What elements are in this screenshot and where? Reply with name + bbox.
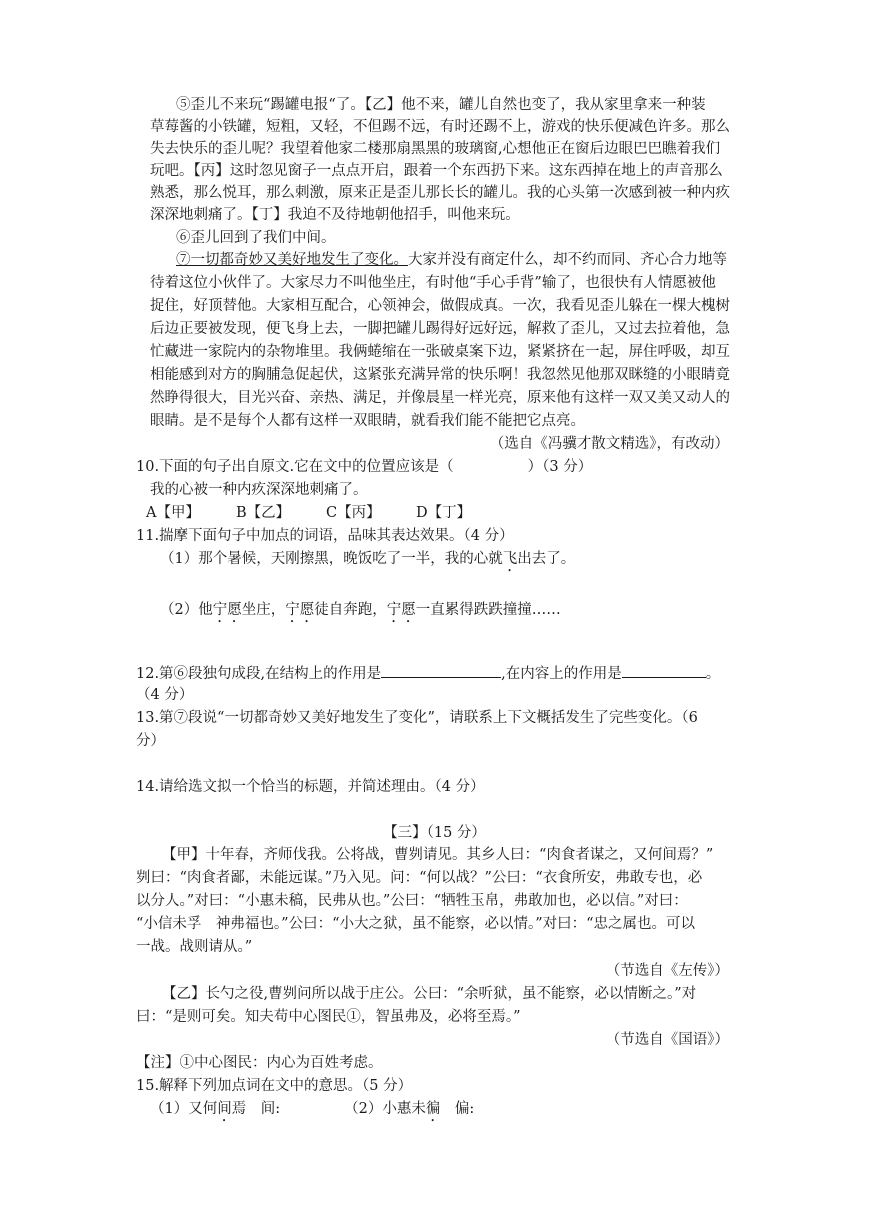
- q11-item2-text: （2）他: [160, 602, 213, 618]
- para5-line2: 草莓酱的小铁罐，短粗，又轻，不但踢不远，有时还踢不上，游戏的快乐便减色许多。那么: [150, 119, 730, 135]
- q11-item2-text: 徒自奔跑，: [314, 602, 387, 618]
- para7-line8: 眼睛。是不是每个人都有这样一双眼睛，就看我们能不能把它点亮。: [150, 413, 585, 429]
- q10-score: ）（3 分）: [527, 459, 593, 475]
- q11-item2-dotted-word: 宁愿: [212, 602, 242, 618]
- source-citation: （选自《冯骥才散文精选》，有改动）: [489, 436, 729, 452]
- q11-item1-dotted-word: 飞: [502, 551, 518, 567]
- jia-line2: 刿曰：“肉食者鄙，未能远谋。”乃入见。问：“何以战？”公曰：“衣食所安，弗敢专也，必: [136, 870, 703, 886]
- q11-item1-text: （1）那个暑候，天刚擦黑，晚饭吃了一半，我的心就: [160, 551, 503, 567]
- para7-line1-rest: 大家并没有商定什么，却不约而同、齐心合力地等: [408, 252, 727, 268]
- jia-line1: 【甲】十年春，齐师伐我。公将战，曹刿请见。其乡人曰：“肉食者谋之，又何间焉？”: [162, 847, 714, 863]
- para7-line6: 相能感到对方的胸脯急促起伏，这紧张充满异常的快乐啊！我忽然见他那双眯缝的小眼睛竟: [150, 367, 730, 383]
- q12-period: 。: [705, 666, 721, 682]
- para5-line3: 失去快乐的歪儿呢？我望着他家二楼那扇黑黑的玻璃窗,心想他正在窗后边眼巴巴瞧着我们: [150, 141, 721, 157]
- para7-line1: [176, 250, 727, 271]
- yi-source: （节选自《国语》）: [605, 1032, 729, 1048]
- para7-line7: 然睁得很大，目光兴奋、亲热、满足，并像晨星一样光亮，原来他有这样一双又美又动人的: [150, 390, 730, 406]
- jia-line3: 以分人。”对曰：“小惠未稿，民弗从也。”公曰：“牺牲玉帛，弗敢加也，必以信。”对曰：: [136, 893, 688, 909]
- q11-item2-text: 一直累得跌跌撞撞……: [415, 602, 561, 618]
- q11-item2-dotted-word: 宁愿: [285, 602, 315, 618]
- q12-score: （4 分）: [136, 687, 194, 703]
- yi-line2: 曰：“是则可矣。知夫苟中心图民①，智虽弗及，必将至焉。”: [136, 1009, 521, 1025]
- para5-line6: 深深地刺痛了。【丁】我迫不及待地朝他招手，叫他来玩。: [150, 207, 520, 223]
- q10-option-d: D【丁】: [416, 505, 472, 521]
- jia-source: （节选自《左传》）: [605, 963, 729, 979]
- q12-text-structure: 12.第⑥段独句成段,在结构上的作用是: [136, 666, 382, 682]
- para5-line4: 玩吧。【丙】这时忽见窗子一点点开启，跟着一个东西扔下来。这东西掉在地上的声音那么: [150, 163, 723, 179]
- para5-line1: ⑤歪儿不来玩“踢罐电报“了。【乙】他不来，罐儿自然也变了，我从家里拿来一种装: [176, 97, 706, 113]
- q15-item2-label: 偏:: [440, 1101, 475, 1117]
- q10-options: [146, 503, 506, 524]
- q10-stem-text: 10.下面的句子出自原文.它在文中的位置应该是（: [136, 459, 454, 475]
- q14-stem: 14.请给选文拟一个恰当的标题，并简述理由。（4 分）: [136, 779, 485, 795]
- q15-item2-dotted-word: 徧: [425, 1101, 441, 1117]
- q10-option-b: B【乙】: [236, 505, 291, 521]
- q10-sentence: 我的心被一种内疚深深地刺痛了。: [150, 482, 368, 498]
- q11-item2-dotted-word: 宁愿: [386, 602, 416, 618]
- q10-stem: [136, 457, 592, 478]
- q10-option-c: C【丙】: [326, 505, 381, 521]
- para7-line3: 捉住，好顶替他。大家相互配合，心领神会，做假成真。一次，我看见歪儿躲在一棵大槐树: [150, 298, 730, 314]
- para5-line5: 熟悉，那么悦耳，那么刺激，原来正是歪儿那长长的罐儿。我的心头第一次感到被一种内疚: [150, 185, 730, 201]
- para7-line2: 待着这位小伙伴了。大家尽力不叫他坐庄，有时他“手心手背”输了，也很快有人情愿被他: [150, 275, 716, 291]
- q15-item2-text: （2）小惠未: [344, 1101, 426, 1117]
- q15-item1-dotted-word: 间: [217, 1101, 232, 1117]
- q13-line1: 13.第⑦段说“一切都奇妙又美好地发生了变化”，请联系上下文概括发生了完些变化。（6: [136, 710, 698, 726]
- para7-line5: 忙藏进一家院内的杂物堆里。我俩蜷缩在一张破桌案下边，紧紧挤在一起，屏住呼吸，却互: [150, 344, 730, 360]
- q11-item1: [160, 549, 575, 575]
- q15-item1-text: （1）又何: [150, 1101, 218, 1117]
- para6: ⑥歪儿回到了我们中间。: [176, 230, 336, 246]
- yi-line1: 【乙】长勺之役,曹刿问所以战于庄公。公曰：“余听狱，虽不能察，必以情断之。”对: [162, 986, 697, 1002]
- q11-item2-text: 坐庄，: [241, 602, 286, 618]
- para7-underlined-sentence: ⑦一切都奇妙又美好地发生了变化。: [176, 252, 408, 268]
- q13-line2: 分）: [136, 733, 165, 749]
- q10-option-a: A【甲】: [146, 505, 200, 521]
- jia-line5: 一战。战则请从。”: [136, 939, 253, 955]
- q11-stem: 11.揣摩下面句子中加点的词语，品味其表达效果。（4 分）: [136, 528, 514, 544]
- q15-stem: 15.解释下列加点词在文中的意思。（5 分）: [136, 1078, 413, 1094]
- q12-text-content: ,在内容上的作用是: [501, 666, 622, 682]
- q12-blank-content: [622, 662, 706, 678]
- q15-items: [150, 1099, 474, 1125]
- section-three-heading: 【三】（15 分）: [383, 825, 486, 841]
- annotation-note: 【注】①中心图民：内心为百姓考虑。: [136, 1055, 383, 1071]
- q12-blank-structure: [381, 662, 501, 678]
- q15-item1-label: 焉 间:: [231, 1101, 281, 1117]
- q11-item1-text-end: 出去了。: [517, 551, 576, 567]
- para7-line4: 后边正要被发现，便飞身上去，一脚把罐儿踢得好远好远，解救了歪儿，又过去拉着他，急: [150, 321, 730, 337]
- q12-stem: [136, 662, 720, 685]
- q11-item2: [160, 600, 561, 626]
- jia-line4: “小信未孚 神弗福也。”公曰：“小大之狱，虽不能察，必以情。”对曰：“忠之属也。可以: [136, 916, 696, 932]
